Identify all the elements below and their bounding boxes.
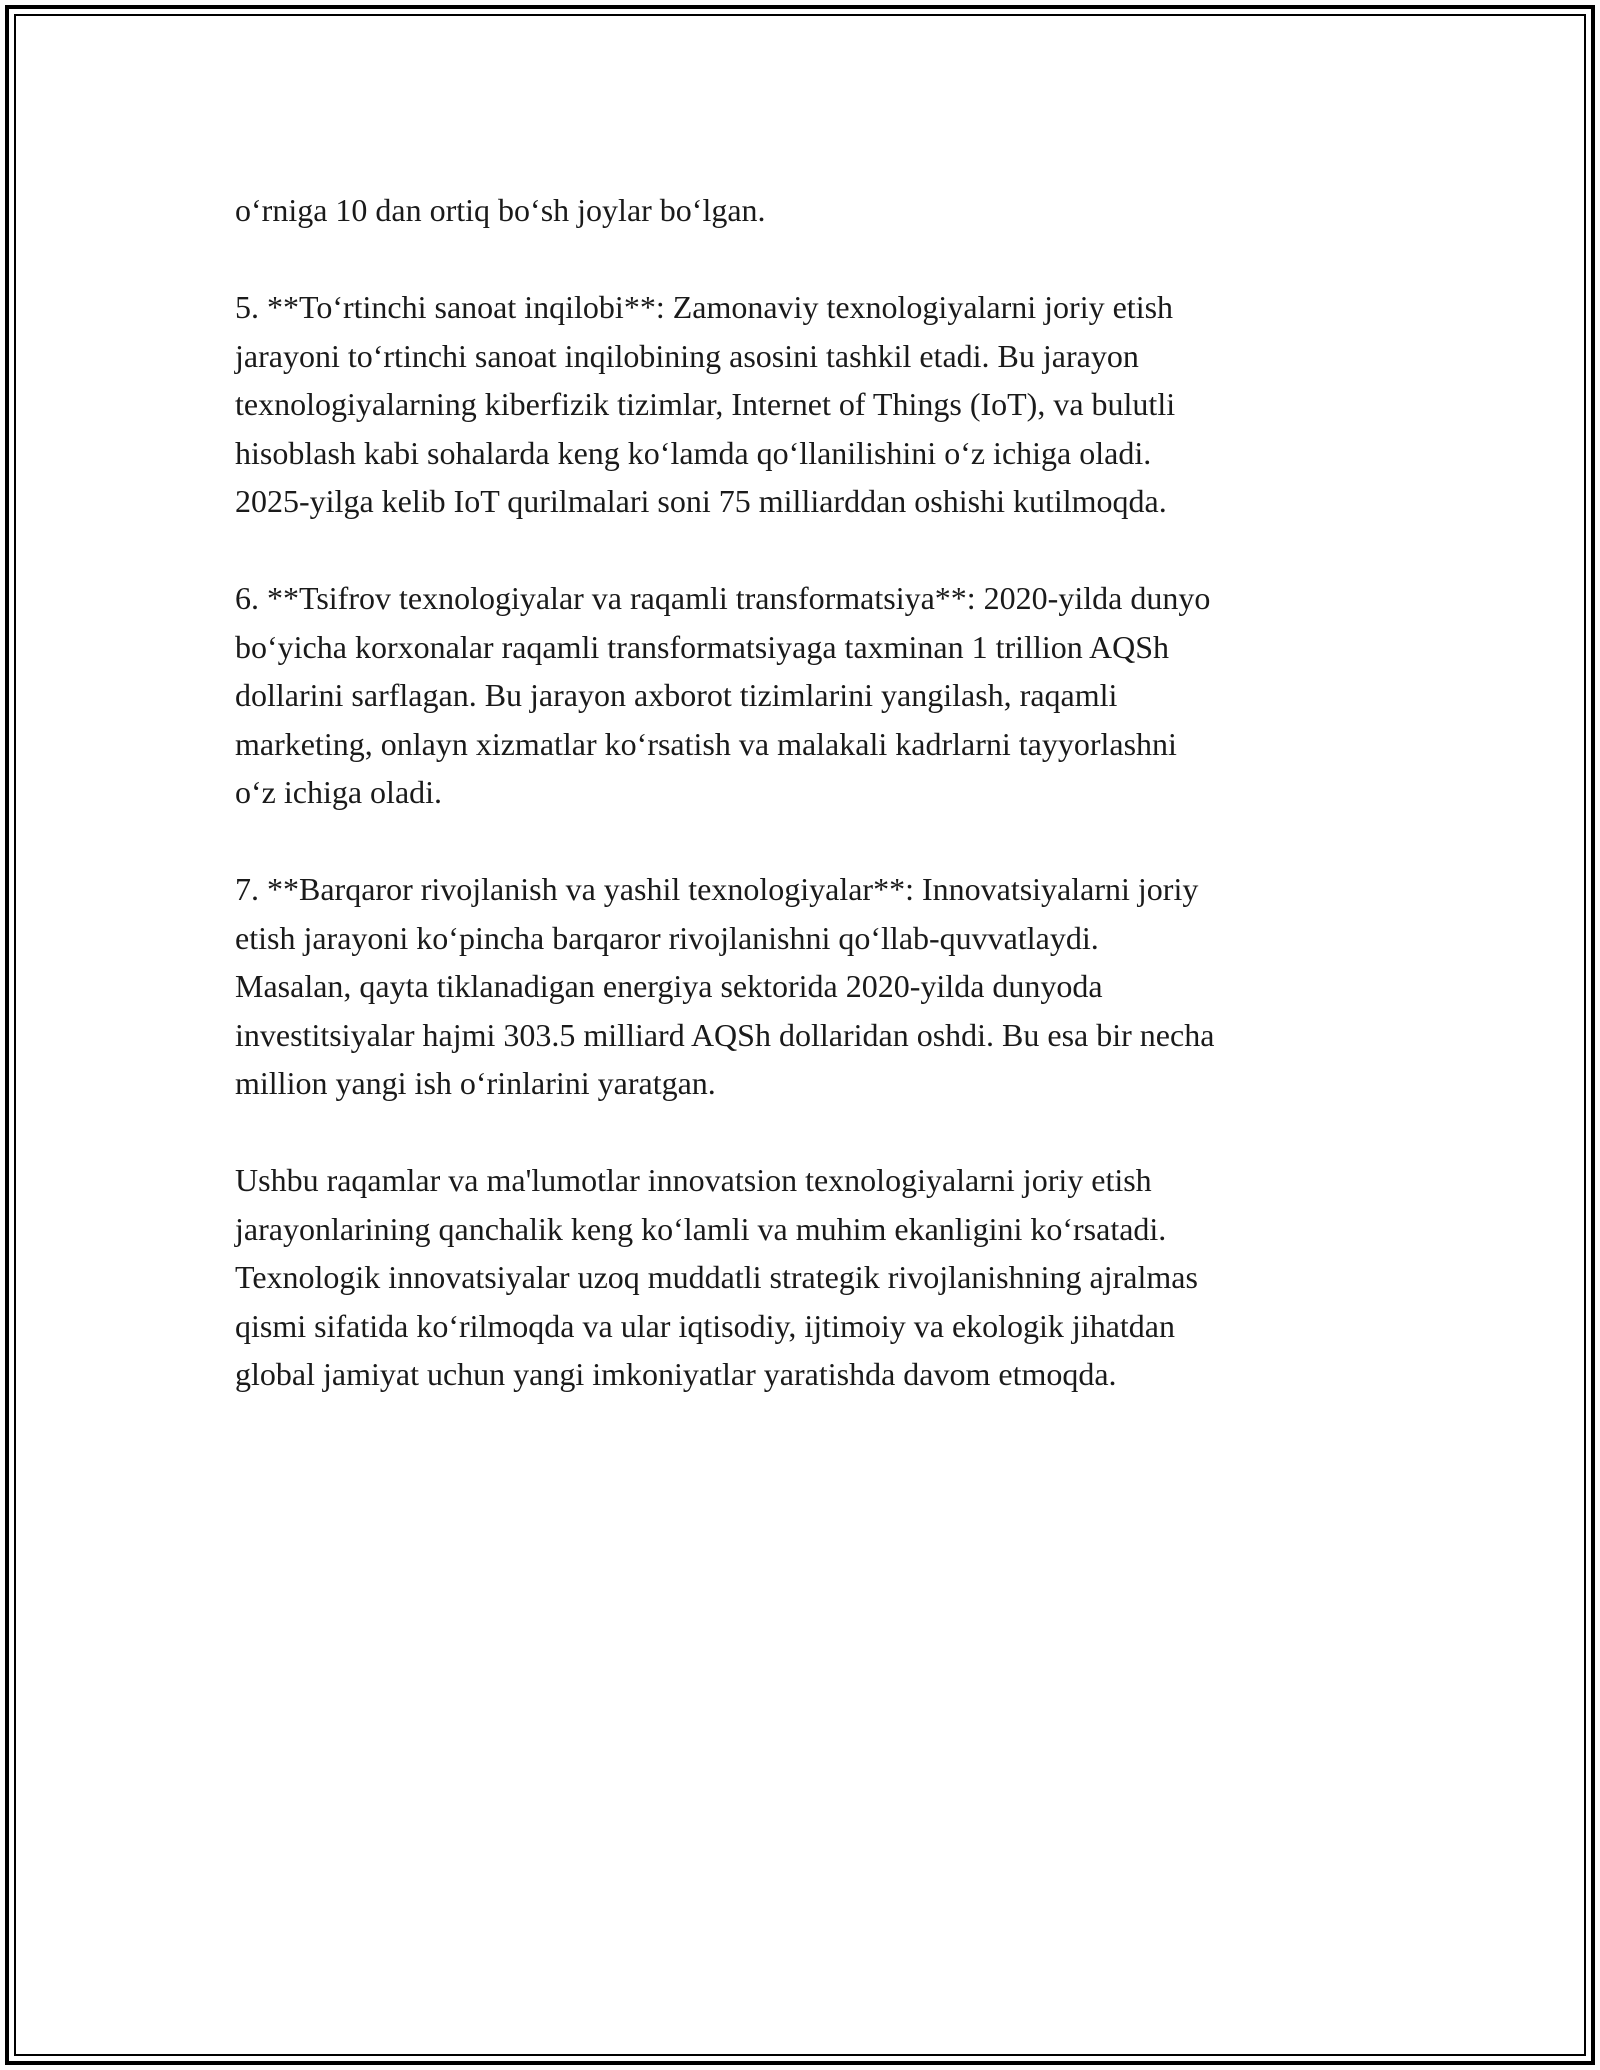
- text-line: 7. **Barqaror rivojlanish va yashil texnologiyalar**: Innovatsiyalarni joriy: [235, 871, 1199, 907]
- text-line: oʻz ichiga oladi.: [235, 774, 443, 810]
- text-line: texnologiyalarning kiberfizik tizimlar, Internet of Things (IoT), va bulutli: [235, 386, 1176, 422]
- text-line: Masalan, qayta tiklanadigan energiya sektorida 2020-yilda dunyoda: [235, 968, 1103, 1004]
- paragraph-item-7: [235, 865, 1385, 1108]
- text-line: 2025-yilga kelib IoT qurilmalari soni 75 milliarddan oshishi kutilmoqda.: [235, 483, 1167, 519]
- text-line: Texnologik innovatsiyalar uzoq muddatli strategik rivojlanishning ajralmas: [235, 1259, 1198, 1295]
- document-body: [235, 186, 1385, 1447]
- text-line: boʻyicha korxonalar raqamli transformatsiyaga taxminan 1 trillion AQSh: [235, 628, 1169, 665]
- text-line: global jamiyat uchun yangi imkoniyatlar yaratishda davom etmoqda.: [235, 1356, 1117, 1392]
- text-line: investitsiyalar hajmi 303.5 milliard AQSh dollaridan oshdi. Bu esa bir necha: [235, 1016, 1215, 1053]
- text-line: 5. **Toʻrtinchi sanoat inqilobi**: Zamonaviy texnologiyalarni joriy etish: [235, 289, 1174, 325]
- text-line: etish jarayoni koʻpincha barqaror rivojlanishni qoʻllab-quvvatlaydi.: [235, 919, 1099, 956]
- text-line: 6. **Tsifrov texnologiyalar va raqamli transformatsiya**: 2020-yilda dunyo: [235, 580, 1211, 616]
- paragraph-item-6: [235, 574, 1385, 817]
- text-line: hisoblash kabi sohalarda keng koʻlamda qoʻllanilishini oʻz ichiga oladi.: [235, 434, 1152, 471]
- paragraph-item-5: [235, 283, 1385, 526]
- paragraph-conclusion: [235, 1156, 1385, 1399]
- text-line: dollarini sarflagan. Bu jarayon axborot tizimlarini yangilash, raqamli: [235, 677, 1118, 713]
- text-line: jarayoni toʻrtinchi sanoat inqilobining asosini tashkil etadi. Bu jarayon: [235, 337, 1139, 374]
- text-line: qismi sifatida koʻrilmoqda va ular iqtisodiy, ijtimoiy va ekologik jihatdan: [235, 1307, 1175, 1344]
- text-line: jarayonlarining qanchalik keng koʻlamli va muhim ekanligini koʻrsatadi.: [235, 1210, 1167, 1247]
- text-line: million yangi ish oʻrinlarini yaratgan.: [235, 1065, 716, 1101]
- text-line: marketing, onlayn xizmatlar koʻrsatish va malakali kadrlarni tayyorlashni: [235, 725, 1177, 762]
- paragraph-continuation: [235, 186, 1385, 235]
- text-line: Ushbu raqamlar va ma'lumotlar innovatsion texnologiyalarni joriy etish: [235, 1162, 1152, 1198]
- text-line: oʻrniga 10 dan ortiq boʻsh joylar boʻlgan.: [235, 192, 766, 228]
